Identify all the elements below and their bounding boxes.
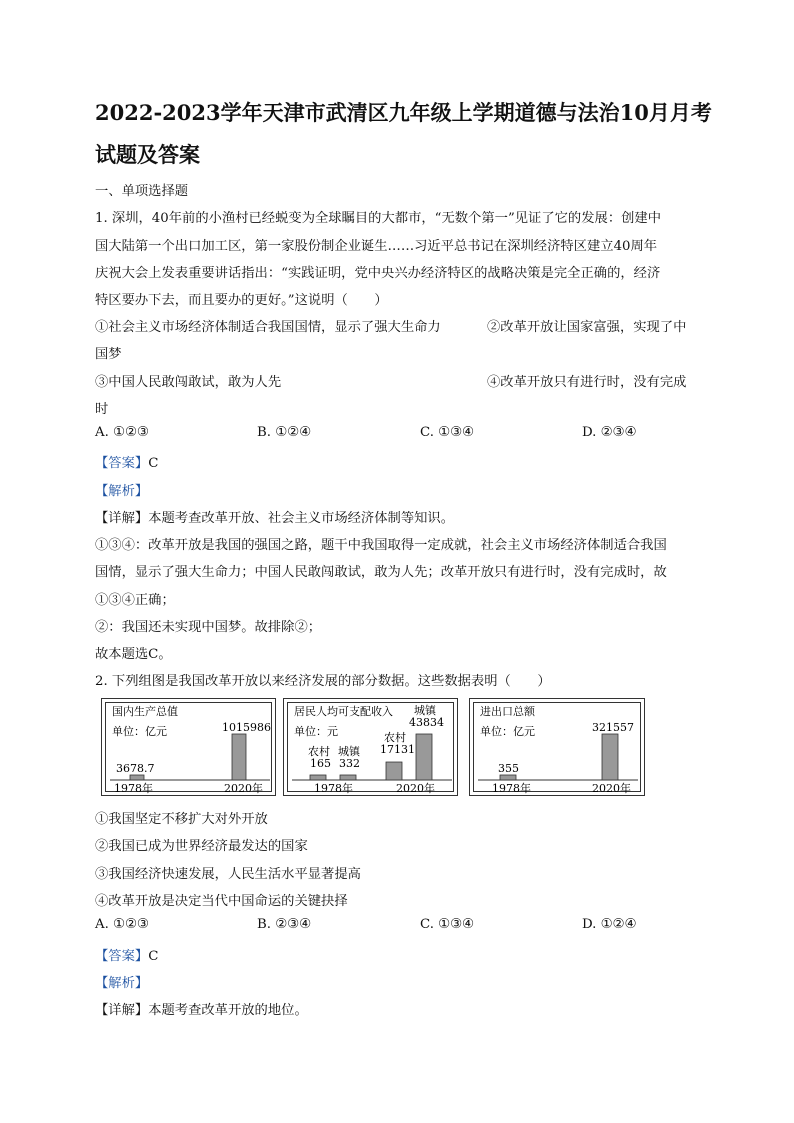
- q2-item-1: ①我国坚定不移扩大对外开放: [95, 812, 268, 827]
- q1-option-b: B. ①②④: [257, 425, 311, 440]
- q2-answer: [95, 945, 158, 964]
- chart-income-series-urban-1978: 城镇: [338, 745, 360, 758]
- q1-stem-line-3: 庆祝大会上发表重要讲话指出：“实践证明，党中央兴办经济特区的战略决策是完全正确的，经济: [95, 266, 661, 281]
- chart-income-bar-1978-urban: [340, 775, 356, 780]
- chart-income-series-urban-2020: 城镇: [414, 704, 436, 717]
- chart-trade-label-1978: 355: [498, 762, 519, 775]
- chart-gdp-unit: 单位：亿元: [112, 725, 167, 738]
- q2-detail-label: 【详解】: [95, 1003, 149, 1018]
- q1-detail: [95, 507, 454, 526]
- q1-analysis-label: 【解析】: [95, 484, 149, 499]
- q1-answer: [95, 452, 158, 471]
- chart-gdp-tick-1978: 1978年: [114, 782, 153, 795]
- q2-detail: [95, 999, 308, 1018]
- q1-item-4-cont: 时: [95, 402, 109, 417]
- chart-income-series-rural-1978: 农村: [308, 745, 330, 758]
- chart-income-bar-2020-rural: [386, 762, 402, 780]
- chart-trade-label-2020: 321557: [592, 721, 634, 734]
- q2-item-3: ③我国经济快速发展，人民生活水平显著提高: [95, 867, 361, 882]
- q1-item-2: ②改革开放让国家富强，实现了中: [487, 320, 687, 335]
- chart-trade-tick-1978: 1978年: [492, 782, 531, 795]
- q2-option-b: B. ②③④: [257, 917, 311, 932]
- q1-explain-line-1: ①③④：改革开放是我国的强国之路，题干中我国取得一定成就，社会主义市场经济体制适合我国: [95, 538, 667, 553]
- q1-stem-line-1: 1. 深圳，40年前的小渔村已经蜕变为全球瞩目的大都市，“无数个第一”见证了它的发展：创建中: [95, 211, 662, 226]
- q1-item-1: ①社会主义市场经济体制适合我国国情，显示了强大生命力: [95, 320, 441, 335]
- q2-item-4: ④改革开放是决定当代中国命运的关键抉择: [95, 894, 348, 909]
- chart-trade-title: 进出口总额: [480, 705, 535, 718]
- chart-income: [283, 698, 458, 796]
- chart-trade-bar-2020: [602, 734, 618, 780]
- chart-trade: [469, 698, 645, 796]
- q1-item-4: ④改革开放只有进行时，没有完成: [487, 375, 687, 390]
- chart-income-bar-2020-urban: [416, 734, 432, 780]
- q2-answer-label: 【答案】: [95, 949, 149, 964]
- chart-gdp-label-2020: 1015986: [222, 721, 271, 734]
- chart-income-label-1978-rural: 165: [310, 757, 331, 770]
- q1-explain-line-3: ①③④正确；: [95, 593, 175, 608]
- chart-income-label-2020-urban: 43834: [409, 716, 444, 729]
- q1-explain-line-5: 故本题选C。: [95, 647, 172, 662]
- chart-income-tick-1978: 1978年: [314, 782, 353, 795]
- document-title: [95, 92, 712, 176]
- q1-option-c: C. ①③④: [420, 425, 474, 440]
- chart-trade-unit: 单位：亿元: [480, 725, 535, 738]
- q1-answer-label: 【答案】: [95, 456, 149, 471]
- chart-income-label-2020-rural: 17131: [380, 743, 415, 756]
- title-line-2: 试题及答案: [95, 142, 200, 167]
- q1-stem-line-4: 特区要办下去，而且要办的更好。”这说明（ ）: [95, 293, 388, 308]
- q1-item-2-cont: 国梦: [95, 347, 122, 362]
- chart-gdp-bar-1978: [130, 775, 144, 780]
- q2-item-2: ②我国已成为世界经济最发达的国家: [95, 839, 308, 854]
- chart-income-title: 居民人均可支配收入: [294, 705, 393, 718]
- q1-answer-value: C: [148, 456, 159, 471]
- q2-stem: 2. 下列组图是我国改革开放以来经济发展的部分数据。这些数据表明（ ）: [95, 674, 551, 689]
- chart-trade-tick-2020: 2020年: [592, 782, 631, 795]
- q2-option-c: C. ①③④: [420, 917, 474, 932]
- chart-gdp-label-1978: 3678.7: [116, 762, 155, 775]
- q2-detail-text: 本题考查改革开放的地位。: [148, 1003, 308, 1018]
- section-heading: 一、单项选择题: [95, 184, 189, 199]
- chart-income-unit: 单位：元: [294, 725, 338, 738]
- chart-gdp-svg: [102, 699, 277, 797]
- chart-gdp: [101, 698, 276, 796]
- q1-detail-text: 本题考查改革开放、社会主义市场经济体制等知识。: [148, 511, 455, 526]
- chart-gdp-bar-2020: [232, 734, 246, 780]
- title-line-1: 2022-2023学年天津市武清区九年级上学期道德与法治10月月考: [95, 100, 712, 125]
- q2-answer-value: C: [148, 949, 159, 964]
- q1-item-3: ③中国人民敢闯敢试，敢为人先: [95, 375, 282, 390]
- chart-income-bar-1978-rural: [310, 775, 326, 780]
- q1-explain-line-2: 国情，显示了强大生命力；中国人民敢闯敢试，敢为人先；改革开放只有进行时，没有完成时，故: [95, 565, 667, 580]
- q2-analysis-label: 【解析】: [95, 976, 149, 991]
- q1-explain-line-4: ②：我国还未实现中国梦。故排除②；: [95, 620, 322, 635]
- q1-stem-line-2: 国大陆第一个出口加工区，第一家股份制企业诞生……习近平总书记在深圳经济特区建立40周年: [95, 239, 658, 254]
- q2-option-d: D. ①②④: [582, 917, 637, 932]
- q1-detail-label: 【详解】: [95, 511, 149, 526]
- q1-option-d: D. ②③④: [582, 425, 637, 440]
- chart-income-label-1978-urban: 332: [339, 757, 360, 770]
- chart-trade-bar-1978: [500, 775, 516, 780]
- chart-gdp-tick-2020: 2020年: [224, 782, 263, 795]
- chart-income-series-rural-2020: 农村: [384, 731, 406, 744]
- chart-income-tick-2020: 2020年: [396, 782, 435, 795]
- chart-gdp-title: 国内生产总值: [112, 705, 178, 718]
- chart-trade-svg: [470, 699, 646, 797]
- chart-income-svg: [284, 699, 459, 797]
- q2-option-a: A. ①②③: [95, 917, 149, 932]
- q1-option-a: A. ①②③: [95, 425, 149, 440]
